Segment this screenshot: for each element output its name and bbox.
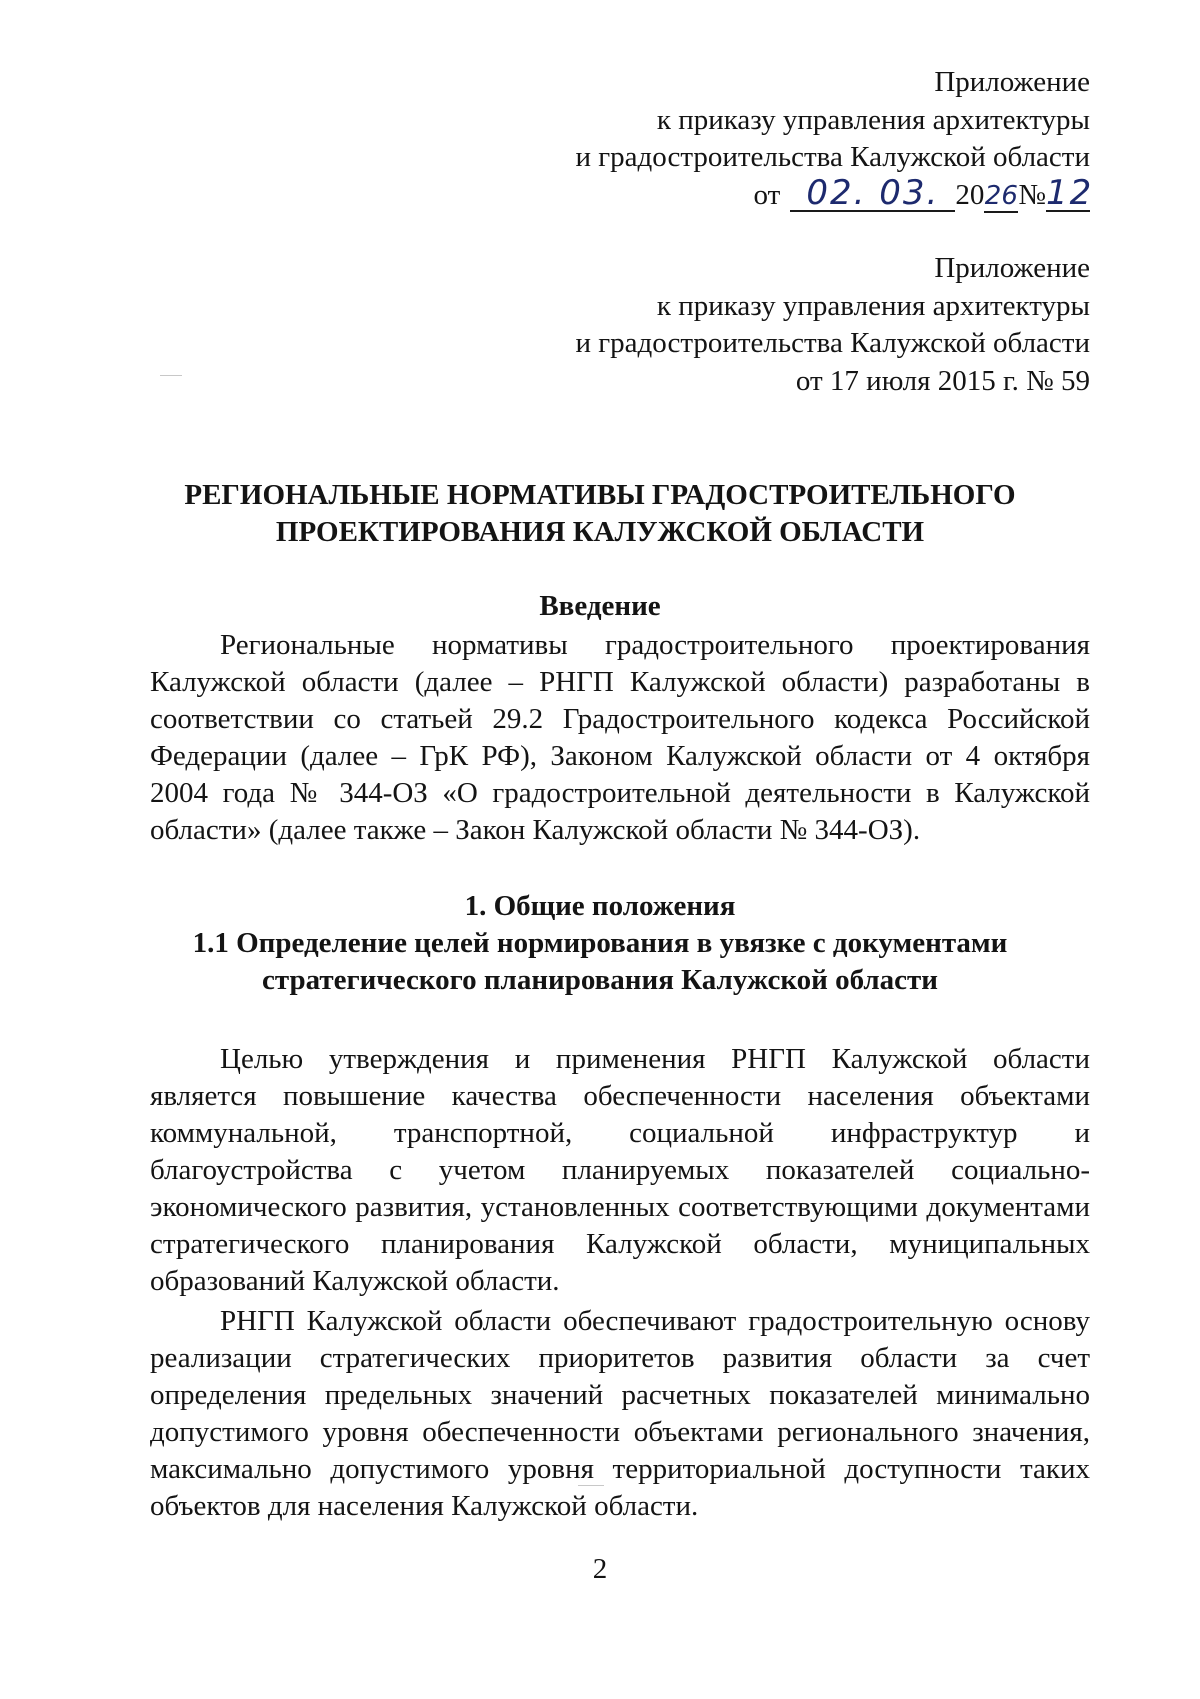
handwritten-date-field — [790, 172, 955, 213]
basis-paragraph: РНГП Калужской области обеспечивают градостроительную основу реализации стратегических приоритетов развития области за счет определения предельных значений расчетных показателей минимально допустимого уровня обеспеченности объектами регионального значения, максимально допустимого уровня территориальной доступности таких объектов для населения Калужской области. — [150, 1305, 1090, 1522]
year-prefix: 20 — [955, 178, 985, 211]
subsection-heading — [0, 925, 1200, 999]
intro-paragraph: Региональные нормативы градостроительного проектирования Калужской области (далее – РНГП Калужской области) разработаны в соответствии со статьей 29.2 Градостроительного кодекса Российской Федерации (далее – ГрК РФ), Законом Калужской области от 4 октября 2004 года № 344-ОЗ «О градостроительной деятельности в Калужской области» (далее также – Закон Калужской области № 344-ОЗ). — [150, 629, 1090, 846]
scan-speck — [160, 375, 182, 376]
document-title-line: ПРОЕКТИРОВАНИЯ КАЛУЖСКОЙ ОБЛАСТИ — [275, 516, 925, 548]
handwritten-number-field — [1046, 172, 1094, 213]
handwritten-year: 26 — [984, 180, 1018, 211]
appendix-label: Приложение — [934, 66, 1090, 98]
appendix-label: Приложение — [934, 252, 1090, 284]
appendix-authority-line: и градостроительства Калужской области — [575, 327, 1090, 359]
document-title-line: РЕГИОНАЛЬНЫЕ НОРМАТИВЫ ГРАДОСТРОИТЕЛЬНОГО — [184, 479, 1016, 511]
subsection-heading-line: стратегического планирования Калужской области — [262, 964, 938, 996]
scan-speck — [578, 1485, 604, 1486]
handwritten-year-field — [984, 180, 1018, 213]
appendix-header-new — [575, 64, 1094, 214]
date-prefix: от — [753, 178, 781, 211]
number-prefix: № — [1018, 178, 1046, 211]
appendix-header-old — [575, 250, 1090, 400]
appendix-authority-line: и градостроительства Калужской области — [575, 141, 1090, 173]
goal-paragraph: Целью утверждения и применения РНГП Калужской области является повышение качества обеспеченности населения объектами коммунальной, транспортной, социальной инфраструктур и благоустройства с учетом планируемых показателей социально-экономического развития, установленных соответствующими документами стратегического планирования Калужской области, муниципальных образований Калужской области. — [150, 1043, 1090, 1297]
handwritten-number: 12 — [1046, 172, 1094, 213]
subsection-heading-line: 1.1 Определение целей нормирования в увязке с документами — [192, 927, 1008, 959]
intro-heading: Введение — [539, 590, 661, 622]
appendix-date-line: от 17 июля 2015 г. № 59 — [795, 364, 1090, 397]
appendix-order-line: к приказу управления архитектуры — [656, 289, 1090, 322]
page-number: 2 — [592, 1553, 608, 1585]
appendix-order-line: к приказу управления архитектуры — [656, 103, 1090, 136]
document-title — [0, 477, 1200, 551]
appendix-date-line — [575, 172, 1094, 215]
handwritten-date: 02. 03. — [806, 172, 940, 213]
section-heading: 1. Общие положения — [464, 890, 736, 922]
